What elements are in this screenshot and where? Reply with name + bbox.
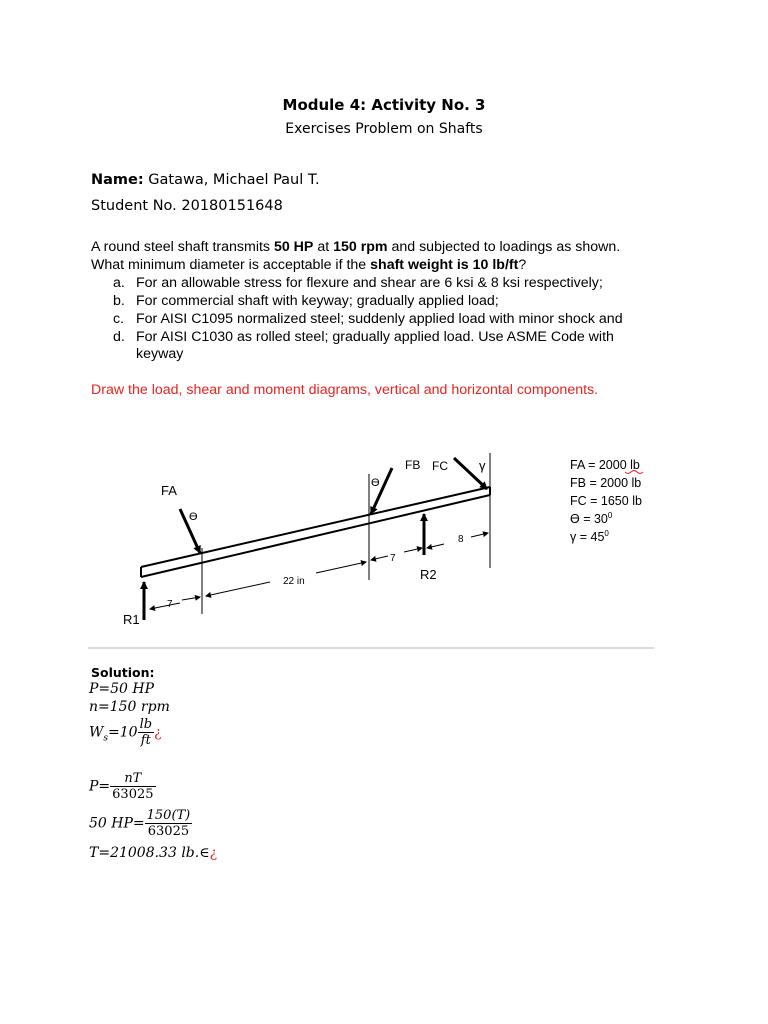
dimension-label: 22 in — [283, 576, 305, 587]
fa-label: FA — [161, 483, 177, 498]
equation-artifact: ¿ — [209, 845, 218, 861]
fc-label: FC — [432, 459, 448, 473]
rpm-value: 150 rpm — [333, 239, 388, 255]
equation-text: T=21008.33 lb.∈ — [89, 845, 210, 861]
fraction: $\frac{nT}{63025}$ — [112, 771, 154, 802]
fc-value: FC = 1650 lb — [570, 494, 642, 508]
theta-label: ϴ — [189, 511, 198, 523]
name-label: Name: — [91, 172, 144, 188]
problem-text: ? — [518, 257, 527, 273]
list-marker: b. — [113, 293, 125, 309]
fb-value: FB = 2000 lb — [570, 476, 642, 490]
dimension-label: 8 — [458, 534, 464, 545]
equation-subscript: s — [103, 733, 109, 744]
list-marker: c. — [113, 311, 125, 327]
problem-text: at — [313, 239, 334, 255]
instruction-text: Draw the load, shear and moment diagrams, vertical and horizontal components. — [91, 382, 599, 398]
student-number-value: 20180151648 — [181, 198, 283, 214]
dimension-label: 7 — [390, 553, 396, 564]
page-title: Module 4: Activity No. 3 — [282, 96, 486, 114]
equation-torque-result — [89, 845, 217, 861]
name-value: Gatawa, Michael Paul T. — [148, 172, 320, 188]
list-marker: d. — [113, 329, 125, 345]
student-number-label: Student No. — [91, 198, 177, 214]
theta-label: ϴ — [371, 477, 380, 489]
equation-speed: n=150 rpm — [89, 699, 170, 715]
horsepower-value: 50 HP — [273, 239, 314, 255]
equation-text: P= — [89, 778, 111, 795]
equation-power-formula — [89, 771, 156, 802]
equation-text: 50 HP= — [89, 815, 145, 832]
problem-text: A round steel shaft transmits — [91, 239, 274, 255]
equation-shaft-weight — [89, 717, 162, 748]
equation-text: W — [89, 724, 104, 741]
dimension-label: 7 — [167, 599, 173, 610]
fa-value: FA = 2000 lb — [570, 458, 640, 472]
list-item-text: For AISI C1030 as rolled steel; gradually applied load. Use ASME Code with — [136, 329, 614, 345]
gamma-label: γ — [479, 458, 486, 473]
equation-text: =10 — [108, 724, 138, 741]
list-item-text: For commercial shaft with keyway; gradually applied load; — [136, 293, 499, 309]
list-item-text: For AISI C1095 normalized steel; suddenly applied load with minor shock and — [136, 311, 623, 327]
extension-lines — [202, 453, 490, 614]
theta-value: $ϴ = 30^0$ — [570, 511, 613, 526]
equation-substitution — [89, 808, 192, 839]
r2-label: R2 — [420, 567, 437, 582]
r1-label: R1 — [123, 612, 140, 627]
fraction: $\frac{lb}{ft}$ — [139, 717, 153, 748]
list-item-continuation: keyway — [136, 346, 184, 362]
list-marker: a. — [113, 275, 125, 291]
fb-label: FB — [405, 458, 421, 472]
equation-artifact: ¿ — [154, 724, 162, 741]
fraction: $\frac{150(T)}{63025}$ — [146, 808, 191, 839]
solution-label: Solution: — [91, 665, 155, 680]
problem-text: What minimum diameter is acceptable if the — [91, 257, 371, 273]
equation-power: P=50 HP — [89, 681, 155, 697]
shaft-weight-value: shaft weight is 10 lb/ft — [370, 257, 519, 273]
shaft — [141, 487, 490, 577]
gamma-value: $\gamma = 45^0$ — [570, 529, 609, 544]
dimension-lines — [150, 533, 488, 609]
problem-text: and subjected to loadings as shown. — [387, 239, 621, 255]
page-subtitle: Exercises Problem on Shafts — [285, 121, 483, 137]
force-fb-arrow — [371, 468, 392, 514]
given-values — [570, 458, 643, 544]
list-item-text: For an allowable stress for flexure and shear are 6 ksi & 8 ksi respectively; — [136, 275, 603, 291]
